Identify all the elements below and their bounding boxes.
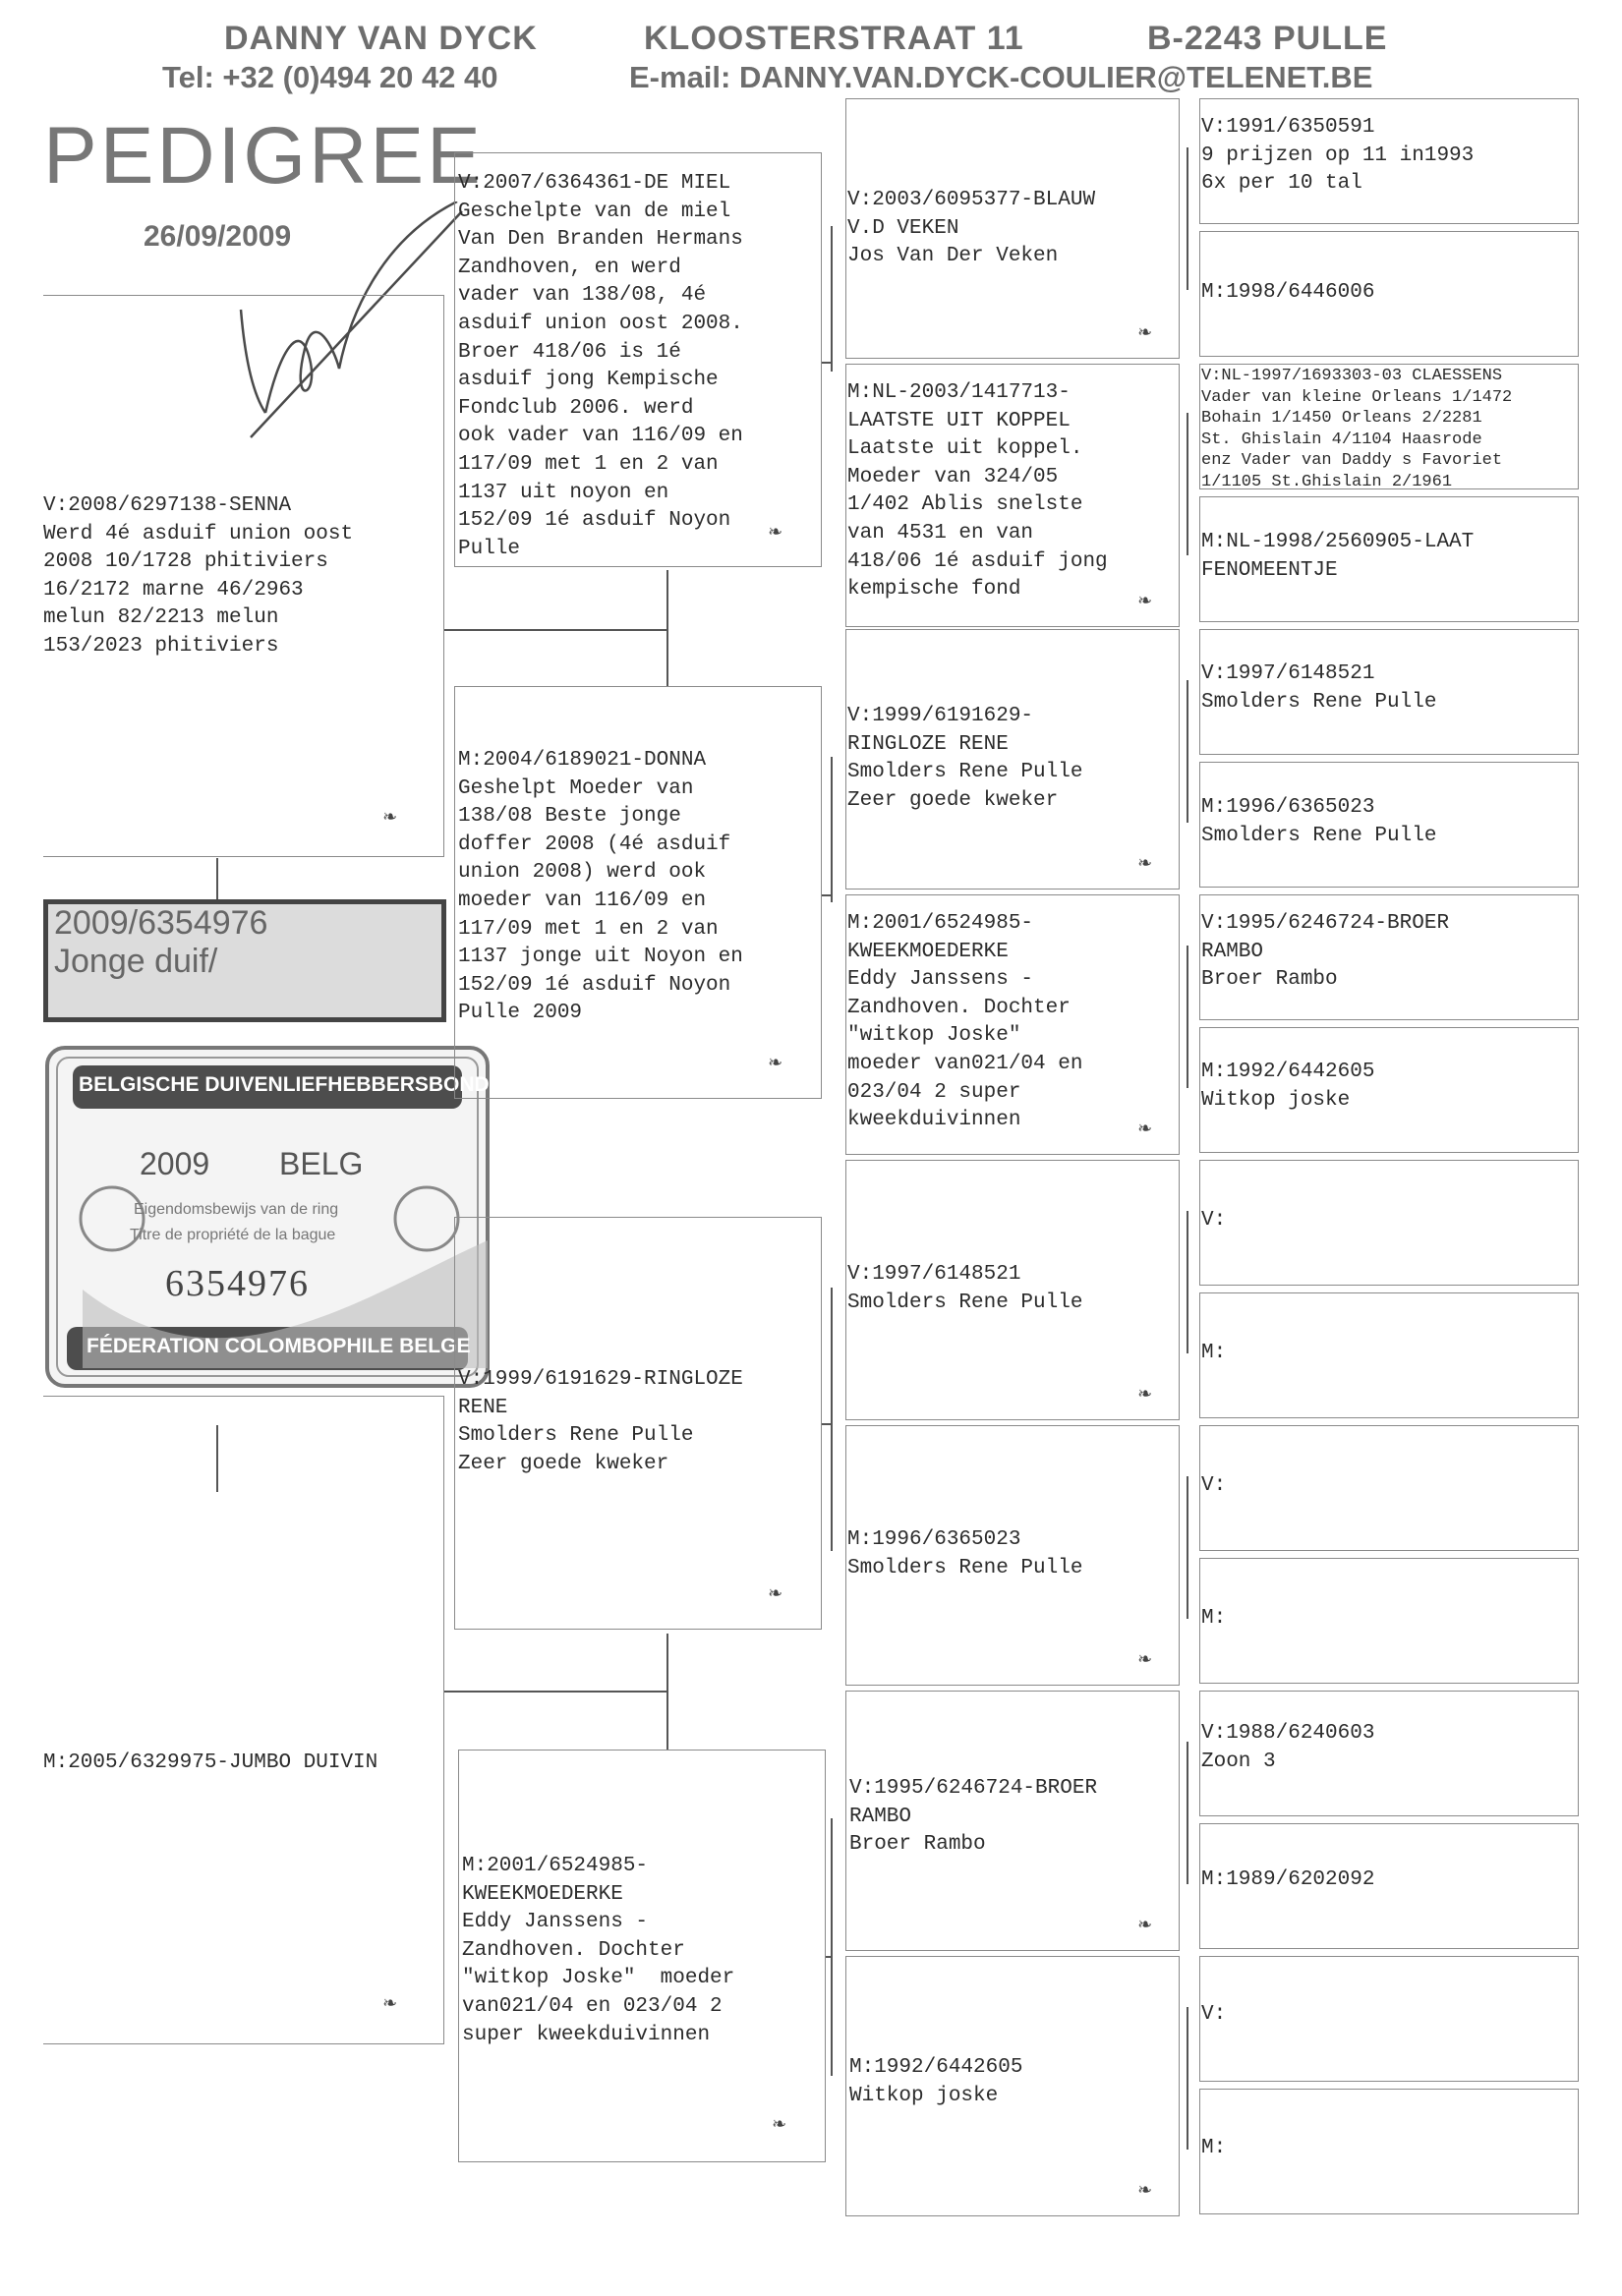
connector bbox=[826, 1956, 832, 1958]
gen4-text: V: bbox=[1201, 1474, 1227, 1497]
gen4-text: M:1998/6446006 bbox=[1201, 281, 1375, 304]
gen4-box bbox=[1199, 1160, 1579, 1286]
gen4-text: M: bbox=[1201, 2137, 1227, 2159]
gen4-text: V:1997/6148521 Smolders Rene Pulle bbox=[1201, 662, 1437, 714]
pigeon-mark-icon: ❧ bbox=[1138, 2178, 1152, 2203]
page-title: PEDIGREE bbox=[43, 111, 484, 201]
connector bbox=[216, 858, 218, 899]
owner-email[interactable]: E-mail: DANNY.VAN.DYCK-COULIER@TELENET.BE bbox=[629, 60, 1373, 94]
gen3-text: M:NL-2003/1417713- LAATSTE UIT KOPPEL Laatste uit koppel. Moeder van 324/05 1/402 Ablis snelste van 4531 en van 418/06 1é asduif jong kempische fond bbox=[847, 381, 1108, 602]
gen4-box bbox=[1199, 1292, 1579, 1418]
connector bbox=[1187, 413, 1188, 555]
gen2-ss-text: V:2007/6364361-DE MIEL Geschelpte van de miel Van Den Branden Hermans Zandhoven, en werd vader van 138/08, 4é asduif union oost 2008. Broer 418/06 is 1é asduif jong Kempische Fondclub 2006. werd ook vader van 116/09 en 117/09 met 1 en 2 van 1137 uit noyon en 152/09 1é asduif Noyon Pulle bbox=[458, 172, 743, 560]
gen4-text: M:NL-1998/2560905-LAAT FENOMEENTJE bbox=[1201, 531, 1475, 582]
stamp-country: BELG bbox=[279, 1146, 364, 1181]
pigeon-mark-icon: ❧ bbox=[1138, 1913, 1152, 1937]
connector bbox=[831, 1288, 833, 1551]
gen3-text: M:1992/6442605 Witkop joske bbox=[849, 2056, 1023, 2107]
stamp-ownership-nl: Eigendomsbewijs van de ring bbox=[134, 1201, 339, 1218]
pigeon-mark-icon: ❧ bbox=[383, 1991, 397, 2016]
gen4-text: V:1991/6350591 9 prijzen op 11 in1993 6x per 10 tal bbox=[1201, 116, 1475, 196]
gen3-text: V:1997/6148521 Smolders Rene Pulle bbox=[847, 1263, 1083, 1314]
ring-card bbox=[43, 899, 446, 1022]
gen4-text: V:1988/6240603 Zoon 3 bbox=[1201, 1722, 1375, 1773]
connector bbox=[822, 1423, 832, 1425]
gen3-text: M:2001/6524985- KWEEKMOEDERKE Eddy Janssens - Zandhoven. Dochter "witkop Joske" moeder van021/04 en 023/04 2 super kweekduivinnen bbox=[847, 912, 1083, 1132]
gen4-text: V:NL-1997/1693303-03 CLAESSENS Vader van kleine Orleans 1/1472 Bohain 1/1450 Orleans 2/2281 St. Ghislain 4/1104 Haasrode enz Vader van Daddy s Favoriet 1/1105 St.Ghislain 2/1961 bbox=[1201, 367, 1513, 491]
stamp-federation: FÉDERATION COLOMBOPHILE BELGE bbox=[87, 1335, 471, 1357]
connector bbox=[1187, 2007, 1188, 2150]
gen4-text: V: bbox=[1201, 2003, 1227, 2026]
connector bbox=[1187, 680, 1188, 823]
pigeon-mark-icon: ❧ bbox=[769, 520, 782, 545]
gen2-sd-text: M:2004/6189021-DONNA Geshelpt Moeder van 138/08 Beste jonge doffer 2008 (4é asduif union 2008) werd ook moeder van 116/09 en 117/09 met 1 en 2 van 1137 jonge uit Noyon en 152/09 1é asduif Noyon Pulle 2009 bbox=[458, 749, 743, 1025]
gen4-box bbox=[1199, 2089, 1579, 2214]
gen3-text: M:1996/6365023 Smolders Rene Pulle bbox=[847, 1528, 1083, 1579]
connector bbox=[1187, 1211, 1188, 1353]
connector bbox=[666, 1634, 668, 1750]
gen4-box bbox=[1199, 1956, 1579, 2082]
connector bbox=[444, 629, 668, 631]
gen3-text: V:1999/6191629- RINGLOZE RENE Smolders Rene Pulle Zeer goede kweker bbox=[847, 705, 1083, 812]
gen4-box bbox=[1199, 1425, 1579, 1551]
pigeon-mark-icon: ❧ bbox=[773, 2112, 786, 2137]
stamp-ownership-fr: Titre de propriété de la bague bbox=[130, 1227, 336, 1243]
gen2-dd-text: M:2001/6524985- KWEEKMOEDERKE Eddy Janssens - Zandhoven. Dochter "witkop Joske" moeder van021/04 en 023/04 2 super kweekduivinnen bbox=[462, 1855, 735, 2046]
connector bbox=[831, 757, 833, 902]
gen3-text: V:1995/6246724-BROER RAMBO Broer Rambo bbox=[849, 1777, 1098, 1857]
pigeon-mark-icon: ❧ bbox=[769, 1051, 782, 1075]
owner-name: DANNY VAN DYCK bbox=[224, 20, 538, 57]
connector bbox=[216, 1425, 218, 1492]
connector bbox=[1187, 1476, 1188, 1619]
sire-text: V:2008/6297138-SENNA Werd 4é asduif union oost 2008 10/1728 phitiviers 16/2172 marne 46/2963 melun 82/2213 melun 153/2023 phitiviers bbox=[43, 494, 354, 658]
connector bbox=[1187, 1742, 1188, 1884]
gen4-text: V:1995/6246724-BROER RAMBO Broer Rambo bbox=[1201, 912, 1450, 992]
connector bbox=[1187, 946, 1188, 1088]
pigeon-mark-icon: ❧ bbox=[1138, 320, 1152, 345]
stamp-ring-number: 6354976 bbox=[165, 1263, 310, 1304]
stamp-title: BELGISCHE DUIVENLIEFHEBBERSBOND bbox=[79, 1073, 490, 1096]
owner-city: B-2243 PULLE bbox=[1147, 20, 1388, 57]
connector bbox=[822, 362, 832, 364]
connector bbox=[666, 570, 668, 686]
gen4-text: M:1992/6442605 Witkop joske bbox=[1201, 1061, 1375, 1112]
dam-box bbox=[43, 1396, 444, 2044]
pigeon-mark-icon: ❧ bbox=[383, 805, 397, 830]
owner-phone: Tel: +32 (0)494 20 42 40 bbox=[162, 60, 498, 94]
gen4-text: M:1996/6365023 Smolders Rene Pulle bbox=[1201, 796, 1437, 847]
connector bbox=[444, 1691, 668, 1693]
connector bbox=[831, 226, 833, 372]
connector bbox=[822, 894, 832, 896]
gen4-text: V: bbox=[1201, 1209, 1227, 1232]
ring-description: Jonge duif/ bbox=[54, 943, 218, 980]
ring-number: 2009/6354976 bbox=[54, 904, 268, 942]
gen4-text: M:1989/6202092 bbox=[1201, 1868, 1375, 1891]
gen3-text: V:2003/6095377-BLAUW V.D VEKEN Jos Van Der Veken bbox=[847, 189, 1096, 268]
gen4-text: M: bbox=[1201, 1607, 1227, 1630]
pigeon-mark-icon: ❧ bbox=[769, 1581, 782, 1606]
connector bbox=[1187, 147, 1188, 290]
gen4-text: M: bbox=[1201, 1342, 1227, 1364]
pigeon-mark-icon: ❧ bbox=[1138, 589, 1152, 613]
pedigree-date: 26/09/2009 bbox=[144, 220, 292, 253]
gen2-ds-text: V:1999/6191629-RINGLOZE RENE Smolders Rene Pulle Zeer goede kweker bbox=[458, 1368, 743, 1475]
pigeon-mark-icon: ❧ bbox=[1138, 851, 1152, 876]
pigeon-mark-icon: ❧ bbox=[1138, 1117, 1152, 1141]
pigeon-mark-icon: ❧ bbox=[1138, 1382, 1152, 1406]
dam-text: M:2005/6329975-JUMBO DUIVIN bbox=[43, 1751, 378, 1774]
pigeon-mark-icon: ❧ bbox=[1138, 1647, 1152, 1672]
owner-street: KLOOSTERSTRAAT 11 bbox=[644, 20, 1024, 57]
stamp-year: 2009 bbox=[140, 1146, 210, 1181]
connector bbox=[831, 1818, 833, 2076]
gen4-box bbox=[1199, 1558, 1579, 1684]
